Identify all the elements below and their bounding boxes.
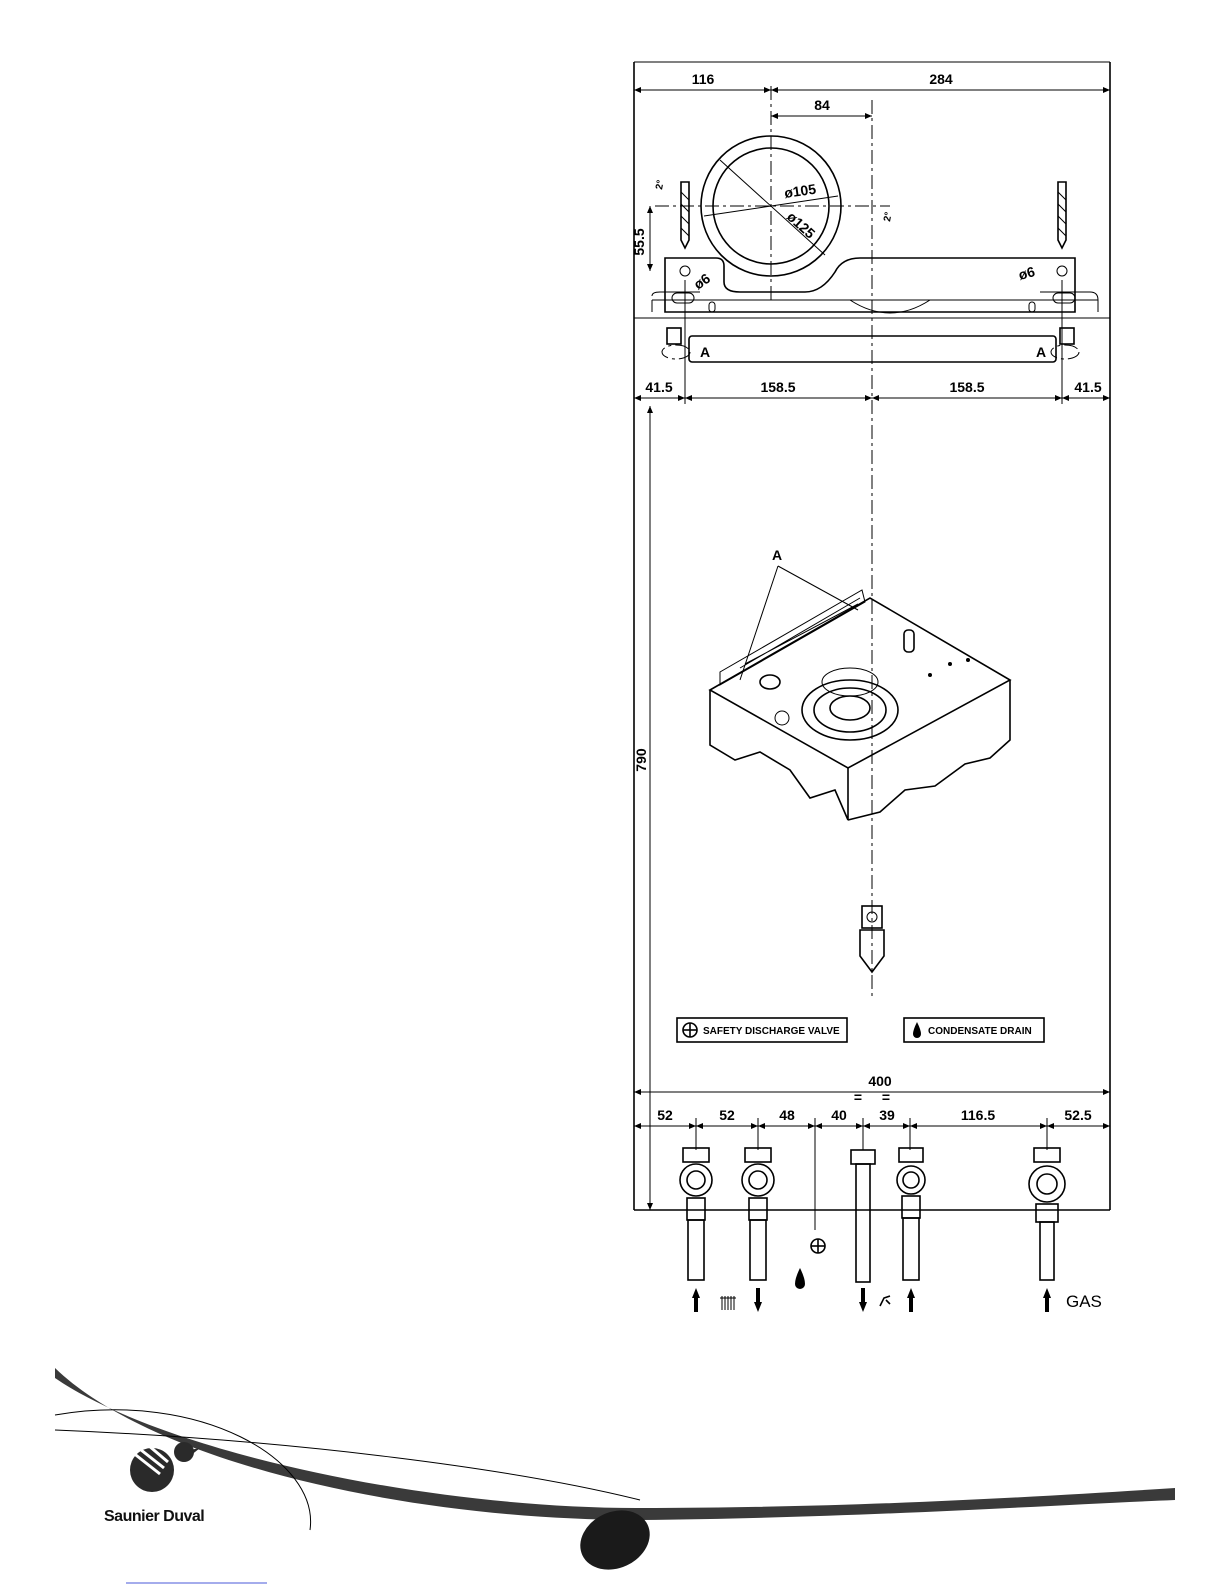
dim-52-b: 52 — [719, 1107, 735, 1123]
hook-label-right: A — [1036, 344, 1047, 360]
dim-400: 400 — [868, 1073, 892, 1089]
dim-284: 284 — [929, 71, 953, 87]
valve-gas — [1029, 1148, 1102, 1312]
condensate-pipe — [851, 1150, 875, 1312]
flue-outlet — [654, 136, 894, 276]
dim-41-5-right: 41.5 — [1074, 379, 1102, 395]
mounting-bracket — [631, 206, 1098, 313]
dim-48: 48 — [779, 1107, 795, 1123]
flue-outer-diameter: ø125 — [783, 208, 819, 242]
condensate-drain-symbol — [795, 1268, 805, 1289]
condensate-label: CONDENSATE DRAIN — [928, 1026, 1032, 1037]
height-dimension — [633, 406, 650, 1210]
dim-55-5: 55.5 — [631, 228, 647, 256]
footer-swoosh — [55, 1368, 1175, 1530]
brand-name: Saunier Duval — [104, 1508, 205, 1525]
tap-icon — [880, 1296, 890, 1306]
dim-52-a: 52 — [657, 1107, 673, 1123]
dim-158-5-right: 158.5 — [949, 379, 985, 395]
width-dimension — [634, 1073, 1110, 1105]
dim-116: 116 — [691, 71, 715, 87]
valve-cold-water — [897, 1148, 925, 1312]
safety-valve-symbol — [811, 1239, 825, 1253]
legend-condensate-drain — [904, 1018, 1044, 1042]
saunier-duval-logo — [130, 1440, 200, 1492]
equal-mark-left: = — [853, 1089, 863, 1105]
radiator-icon — [720, 1296, 736, 1310]
angle-right: 2° — [882, 211, 895, 223]
equal-mark-right: = — [881, 1089, 891, 1105]
dim-52-5: 52.5 — [1064, 1107, 1092, 1123]
dim-84: 84 — [814, 97, 830, 113]
safety-valve-label: SAFETY DISCHARGE VALVE — [703, 1026, 840, 1037]
dim-41-5-left: 41.5 — [645, 379, 673, 395]
flue-inner-diameter: ø105 — [783, 180, 818, 201]
valve-heating-flow — [680, 1148, 712, 1312]
dim-158-5-left: 158.5 — [760, 379, 796, 395]
hole-diameter-left: ø6 — [690, 269, 714, 293]
dim-116-5: 116.5 — [960, 1107, 996, 1123]
hook-label-left: A — [700, 344, 711, 360]
angle-left: 2° — [654, 179, 667, 191]
boiler-isometric-view — [710, 547, 1010, 820]
dim-39: 39 — [879, 1107, 895, 1123]
dim-790: 790 — [633, 748, 649, 772]
legend-safety-valve — [677, 1018, 847, 1042]
hole-diameter-right: ø6 — [1016, 263, 1037, 283]
drill-bit-left — [681, 182, 689, 248]
valve-heating-return — [742, 1148, 774, 1312]
dim-40: 40 — [831, 1107, 847, 1123]
hook-callout: A — [772, 547, 783, 563]
gas-label: GAS — [1066, 1292, 1102, 1311]
drill-bit-right — [1058, 182, 1066, 248]
hanging-plate — [662, 328, 1079, 362]
